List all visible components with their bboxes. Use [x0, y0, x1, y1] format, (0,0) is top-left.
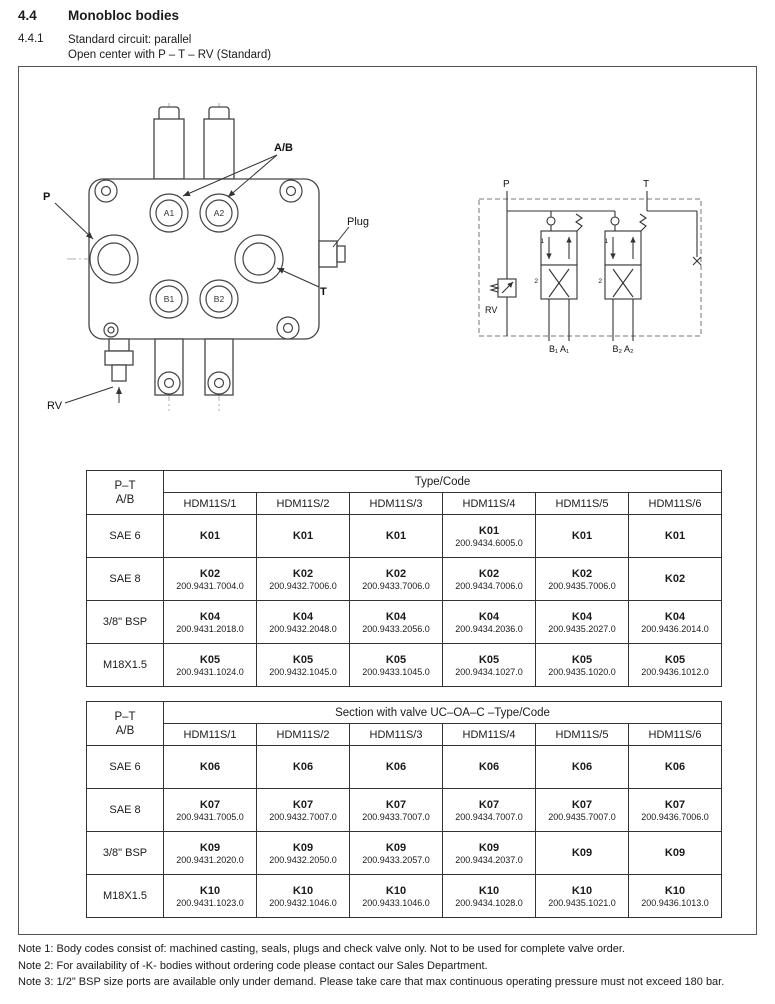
code-cell: K09 200.9432.2050.0	[257, 832, 350, 875]
spool-valve-1	[541, 231, 577, 265]
schematic-p-label: P	[503, 179, 510, 190]
valve-body-drawing	[27, 99, 427, 439]
column-header: HDM11S/4	[443, 724, 536, 746]
code-cell: K06	[257, 746, 350, 789]
spool-spring-2	[640, 214, 646, 231]
spool-pos-2a: 2	[534, 278, 538, 285]
check-valve-2	[611, 217, 619, 225]
subsection-heading	[18, 33, 271, 62]
code-cell: K02 200.9433.7006.0	[350, 558, 443, 601]
schematic-boundary	[479, 199, 701, 336]
port-b2-label: B2	[213, 294, 225, 304]
code-cell: K02	[629, 558, 722, 601]
table-corner-label: P–T A/B	[87, 471, 164, 515]
column-header: HDM11S/2	[257, 493, 350, 515]
code-cell: K04 200.9435.2027.0	[536, 601, 629, 644]
code-cell: K07 200.9433.7007.0	[350, 789, 443, 832]
section-number: 4.4	[18, 8, 37, 23]
code-cell: K04 200.9431.2018.0	[164, 601, 257, 644]
column-header: HDM11S/1	[164, 493, 257, 515]
code-cell: K07 200.9432.7007.0	[257, 789, 350, 832]
code-cell: K05 200.9435.1020.0	[536, 644, 629, 687]
code-cell: K09	[536, 832, 629, 875]
code-cell: K02 200.9434.7006.0	[443, 558, 536, 601]
code-cell: K09 200.9433.2057.0	[350, 832, 443, 875]
schematic-lines	[491, 191, 701, 341]
column-header: HDM11S/5	[536, 724, 629, 746]
code-cell: K04 200.9433.2056.0	[350, 601, 443, 644]
code-cell: K01	[536, 515, 629, 558]
code-cell: K04 200.9432.2048.0	[257, 601, 350, 644]
table-group-header: Section with valve UC–OA–C –Type/Code	[164, 702, 722, 724]
ports-b2a2-label: B₂ A₂	[612, 344, 634, 354]
table-group-header: Type/Code	[164, 471, 722, 493]
port-a1-label: A1	[163, 208, 175, 218]
code-cell: K02 200.9432.7006.0	[257, 558, 350, 601]
p-label: P	[43, 191, 51, 203]
code-cell: K07 200.9436.7006.0	[629, 789, 722, 832]
code-cell: K10 200.9431.1023.0	[164, 875, 257, 918]
code-cell: K09 200.9434.2037.0	[443, 832, 536, 875]
code-cell: K01	[629, 515, 722, 558]
code-cell: K06	[164, 746, 257, 789]
code-cell: K07 200.9431.7005.0	[164, 789, 257, 832]
row-label: SAE 8	[87, 558, 164, 601]
section-heading	[18, 8, 179, 23]
code-cell: K09	[629, 832, 722, 875]
valve-section-table	[86, 701, 722, 918]
check-valve-1	[547, 217, 555, 225]
code-cell: K01	[164, 515, 257, 558]
subsection-number: 4.4.1	[18, 33, 44, 45]
code-cell: K06	[350, 746, 443, 789]
code-cell: K10 200.9436.1013.0	[629, 875, 722, 918]
code-cell: K10 200.9435.1021.0	[536, 875, 629, 918]
column-header: HDM11S/4	[443, 493, 536, 515]
section-title: Monobloc bodies	[68, 8, 179, 23]
code-cell: K06	[629, 746, 722, 789]
code-cell: K02 200.9431.7004.0	[164, 558, 257, 601]
row-label: SAE 6	[87, 746, 164, 789]
t-label: T	[320, 286, 327, 298]
content-frame	[18, 66, 757, 935]
column-header: HDM11S/6	[629, 724, 722, 746]
spool-pos-2b: 2	[598, 278, 602, 285]
row-label: SAE 6	[87, 515, 164, 558]
spool-spring-1	[576, 214, 582, 231]
row-label: 3/8" BSP	[87, 832, 164, 875]
subsection-line1: Standard circuit: parallel	[68, 34, 192, 46]
code-cell: K05 200.9436.1012.0	[629, 644, 722, 687]
port-b1-label: B1	[163, 294, 175, 304]
code-cell: K07 200.9434.7007.0	[443, 789, 536, 832]
rv-label: RV	[47, 400, 63, 412]
code-cell: K10 200.9432.1046.0	[257, 875, 350, 918]
code-cell: K05 200.9434.1027.0	[443, 644, 536, 687]
code-cell: K05 200.9431.1024.0	[164, 644, 257, 687]
row-label: M18X1.5	[87, 644, 164, 687]
column-header: HDM11S/5	[536, 493, 629, 515]
schematic-t-label: T	[643, 179, 650, 190]
spool-valve-2	[605, 231, 641, 265]
relief-valve-spring	[491, 284, 498, 292]
column-header: HDM11S/2	[257, 724, 350, 746]
ab-label: A/B	[274, 142, 293, 154]
row-label: SAE 8	[87, 789, 164, 832]
code-cell: K10 200.9433.1046.0	[350, 875, 443, 918]
column-header: HDM11S/3	[350, 493, 443, 515]
code-cell: K01 200.9434.6005.0	[443, 515, 536, 558]
note-3: Note 3: 1/2" BSP size ports are available only under demand. Please take care that max continuous operating pressure must not exceed 180 bar.	[18, 976, 725, 988]
schematic-rv-label: RV	[485, 305, 498, 315]
spool-pos-1a: 1	[540, 238, 544, 245]
row-label: 3/8" BSP	[87, 601, 164, 644]
code-cell: K05 200.9433.1045.0	[350, 644, 443, 687]
column-header: HDM11S/3	[350, 724, 443, 746]
note-2: Note 2: For availability of -K- bodies without ordering code please contact our Sales Department.	[18, 959, 488, 972]
footnotes	[18, 941, 724, 991]
code-cell: K07 200.9435.7007.0	[536, 789, 629, 832]
code-cell: K10 200.9434.1028.0	[443, 875, 536, 918]
code-cell: K05 200.9432.1045.0	[257, 644, 350, 687]
code-cell: K04 200.9434.2036.0	[443, 601, 536, 644]
spool-pos-1b: 1	[604, 238, 608, 245]
code-cell: K06	[443, 746, 536, 789]
code-cell: K04 200.9436.2014.0	[629, 601, 722, 644]
column-header: HDM11S/6	[629, 493, 722, 515]
note-1: Note 1: Body codes consist of: machined casting, seals, plugs and check valve only. Not to be used for complete valve order.	[18, 943, 625, 955]
code-cell: K06	[536, 746, 629, 789]
port-a2-label: A2	[213, 208, 225, 218]
table-corner-label: P–T A/B	[87, 702, 164, 746]
ports-b1a1-label: B₁ A₁	[548, 344, 570, 354]
subsection-line2: Open center with P – T – RV (Standard)	[68, 48, 272, 61]
type-code-table	[86, 470, 722, 687]
hydraulic-schematic	[457, 167, 737, 357]
rv-valve-body	[109, 339, 129, 351]
row-label: M18X1.5	[87, 875, 164, 918]
code-cell: K01	[257, 515, 350, 558]
plug-label: Plug	[347, 216, 370, 228]
code-cell: K02 200.9435.7006.0	[536, 558, 629, 601]
column-header: HDM11S/1	[164, 724, 257, 746]
code-cell: K01	[350, 515, 443, 558]
code-cell: K09 200.9431.2020.0	[164, 832, 257, 875]
